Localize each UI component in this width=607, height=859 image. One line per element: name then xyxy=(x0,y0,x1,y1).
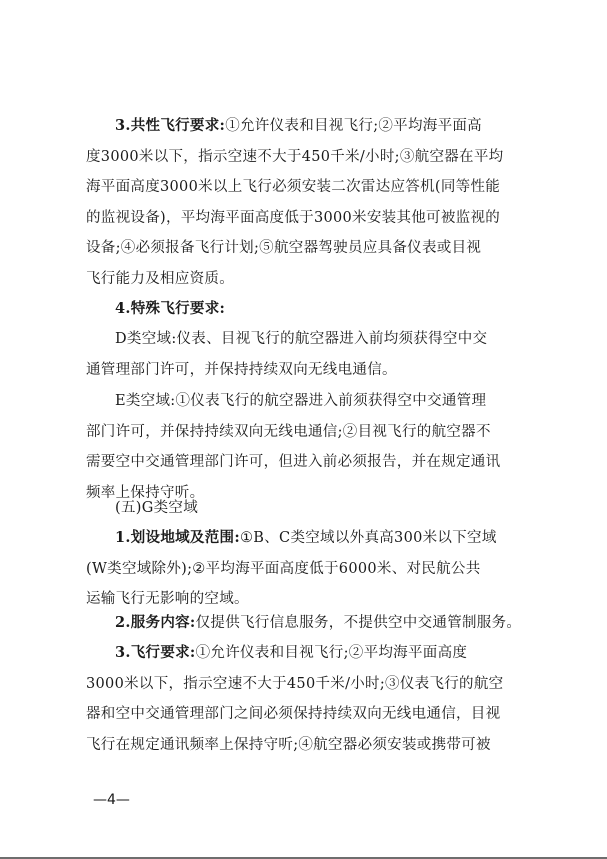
text-line: 部门许可，并保持持续双向无线电通信;②目视飞行的航空器不 xyxy=(86,423,491,440)
text-line: D类空域:仪表、目视飞行的航空器进入前均须获得空中交 xyxy=(115,331,488,347)
text-line: 1.划设地域及范围:①B、C类空域以外真高300米以下空域 xyxy=(115,529,497,546)
text-line: 2.服务内容:仅提供飞行信息服务，不提供空中交通管制服务。 xyxy=(115,614,522,631)
paragraph-g-service-content xyxy=(86,608,534,639)
text-line: 需要空中交通管理部门许可，但进入前必须报告，并在规定通讯 xyxy=(86,454,501,471)
text-line: 3.共性飞行要求:①允许仪表和目视飞行;②平均海平面高 xyxy=(115,117,482,134)
text-line: 飞行在规定通讯频率上保持守听;④航空器必须安装或携带可被 xyxy=(86,736,491,753)
page-number: —4— xyxy=(93,792,130,808)
text-line: 飞行能力及相应资质。 xyxy=(86,270,234,287)
paragraph-special-flight-heading xyxy=(86,294,534,325)
text-line: (五)G类空域 xyxy=(115,500,198,516)
section-heading-class-g xyxy=(86,493,534,524)
text-line: 海平面高度3000米以上飞行必须安装二次雷达应答机(同等性能 xyxy=(86,179,501,196)
paragraph-common-flight-requirements xyxy=(86,111,534,295)
text-line: 度3000米以下，指示空速不大于450千米/小时;③航空器在平均 xyxy=(86,148,504,165)
text-line: E类空域:①仪表飞行的航空器进入前须获得空中交通管理 xyxy=(115,393,487,409)
paragraph-class-d-airspace xyxy=(86,324,534,385)
paragraph-class-e-airspace xyxy=(86,386,534,508)
bold-heading: 3.共性飞行要求: xyxy=(115,117,226,134)
text-line: 的监视设备)，平均海平面高度低于3000米安装其他可被监视的 xyxy=(86,209,501,226)
paragraph-g-flight-requirements xyxy=(86,638,534,760)
text-line: 频率上保持守听。 xyxy=(86,484,205,501)
text-line: 设备;④必须报备飞行计划;⑤航空器驾驶员应具备仪表或目视 xyxy=(86,240,482,257)
text-line: 运输飞行无影响的空域。 xyxy=(86,591,249,608)
text-line: (W类空域除外);②平均海平面高度低于6000米、对民航公共 xyxy=(86,560,481,577)
bold-heading: 4.特殊飞行要求: xyxy=(115,300,226,317)
text-line: 通管理部门许可，并保持持续双向无线电通信。 xyxy=(86,361,397,378)
bold-heading: 3.飞行要求: xyxy=(115,644,196,661)
bold-heading: 1.划设地域及范围: xyxy=(115,529,240,546)
text-line: 3.飞行要求:①允许仪表和目视飞行;②平均海平面高度 xyxy=(115,644,468,661)
text-line xyxy=(86,294,534,325)
bold-heading: 2.服务内容: xyxy=(115,614,196,631)
text-line: 器和空中交通管理部门之间必须保持持续双向无线电通信，目视 xyxy=(86,706,501,723)
paragraph-g-area-scope xyxy=(86,523,534,615)
text-line: 3000米以下，指示空速不大于450千米/小时;③仪表飞行的航空 xyxy=(86,675,504,692)
